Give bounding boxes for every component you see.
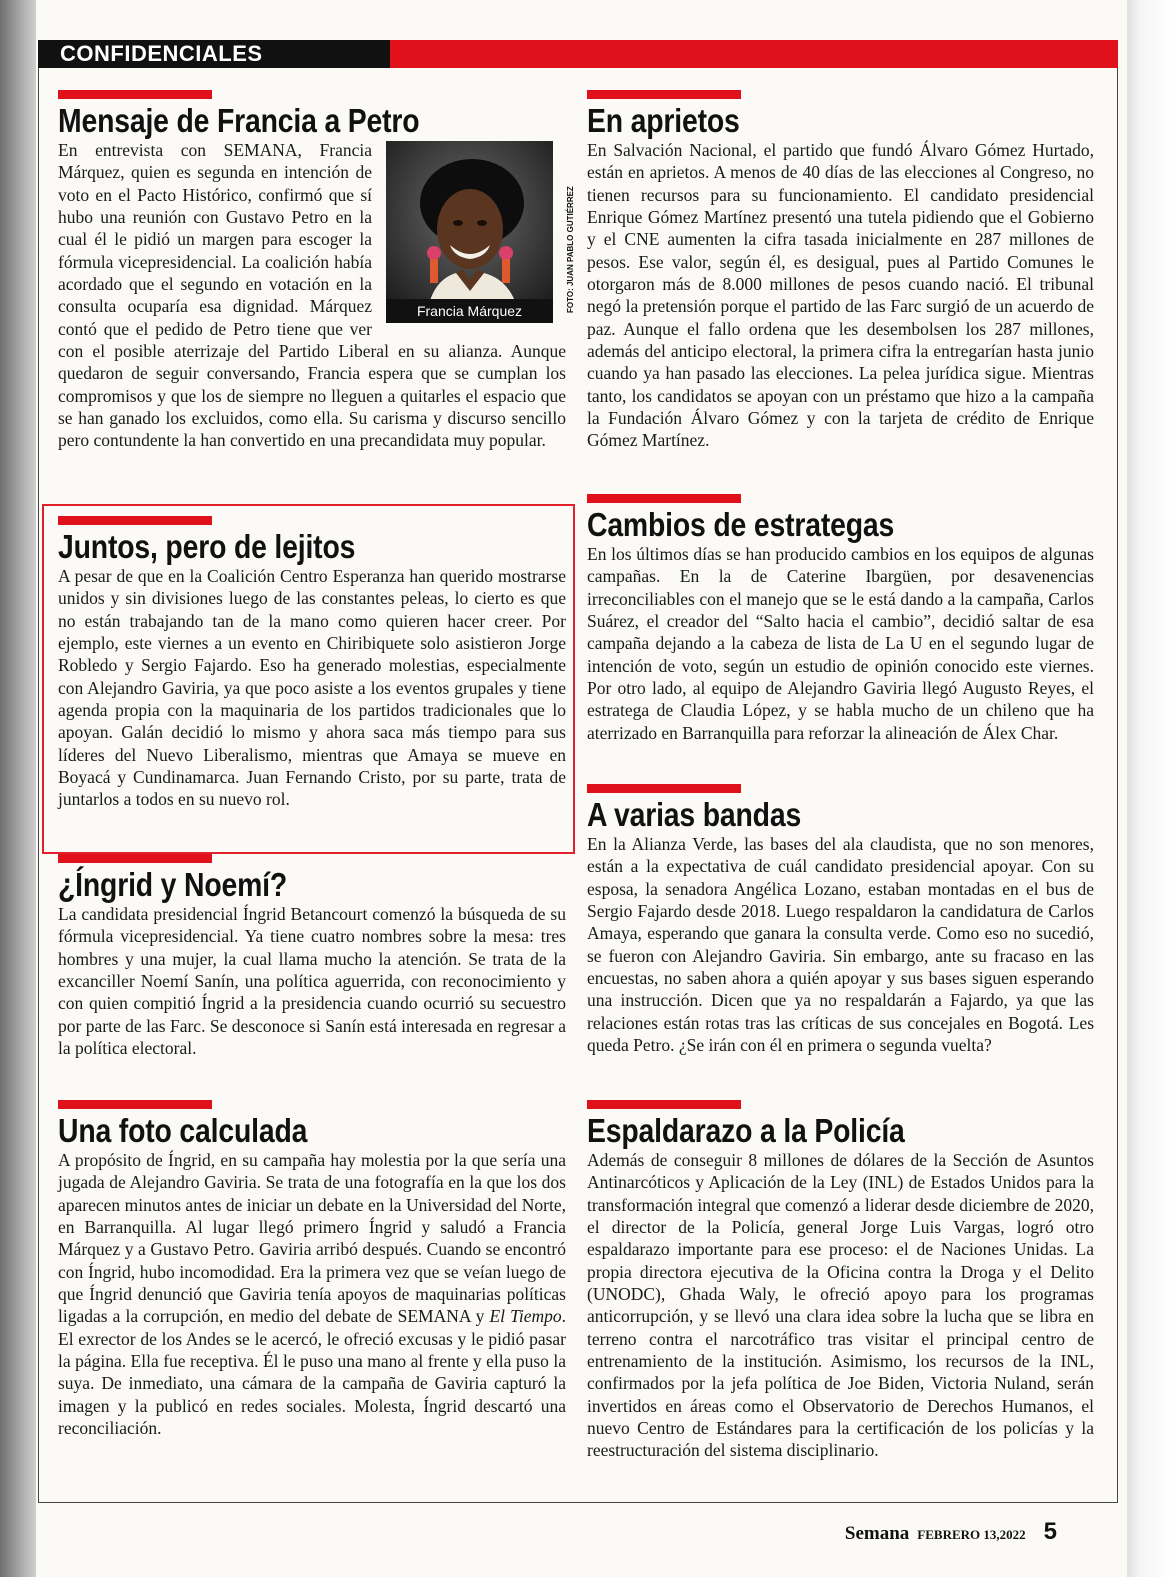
- article-red-rule: [58, 1100, 212, 1109]
- article-red-rule: [58, 854, 212, 863]
- article-cambios-estrategas: [587, 494, 1094, 744]
- footer-brand: Semana: [844, 1523, 910, 1544]
- article-espaldarazo-policia: [587, 1100, 1094, 1462]
- article-headline: ¿Íngrid y Noemí?: [58, 866, 288, 903]
- article-paragraph: A pesar de que en la Coalición Centro Esperanza han querido mostrarse unidos y sin divisiones luego de las constantes peleas, lo cierto es que no están trabajando tan de la mano como quieren hacer creer. Por ejemplo, este viernes a un evento en Chiribiquete solo asistieron Jorge Robledo y Sergio Fajardo. Eso ha generado molestias, especialmente con Alejandro Gaviria, ya que poco asiste a los eventos grupales y tiene agenda propia con la maquinaria de los partidos tradicionales que lo apoyan. Galán decidió lo mismo y ahora saca más tiempo para sus líderes del Nuevo Liberalismo, mientras que Amaya se mueve en Boyacá y Cundinamarca. Juan Fernando Cristo, por su parte, trata de juntarlos a todos en su nuevo rol.: [58, 566, 566, 810]
- article-ingrid-noemi: [58, 854, 566, 1059]
- article-red-rule: [587, 494, 741, 503]
- page-number: 5: [1043, 1518, 1057, 1545]
- article-headline: Cambios de estrategas: [587, 506, 895, 543]
- article-red-rule: [587, 1100, 741, 1109]
- article-body: [58, 139, 575, 452]
- article-en-aprietos: [587, 90, 1094, 452]
- section-title: CONFIDENCIALES: [60, 41, 263, 66]
- article-body: [58, 1149, 566, 1439]
- photo-credit: FOTO: JUAN PABLO GUTIÉRREZ: [566, 186, 575, 313]
- footer-date: FEBRERO 13,2022: [917, 1527, 1026, 1542]
- section-header-red: [390, 40, 1118, 68]
- article-body: [587, 833, 1094, 1056]
- article-paragraph: En Salvación Nacional, el partido que fundó Álvaro Gómez Hurtado, están en aprietos. A menos de 40 días de las elecciones al Congreso, no tienen recursos para su funcionamiento. El candidato presidencial Enrique Gómez Martínez presentó una tutela pidiendo que el Gobierno y el CNE aumenten la cifra tasada inicialmente en 287 millones de pesos. Ese valor, según él, es desigual, pues al Partido Comunes le otorgaron más de 8.000 millones de pesos cuando nació. El tribunal negó la pretensión porque el partido de las Farc surgió de un acuerdo de paz. Aunque el fallo ordena que les desembolsen los 287 millones, además del anticipo electoral, la primera cifra la entregarían hasta junio cuando ya han pasado las elecciones. La pelea jurídica sigue. Mientras tanto, los candidatos se apoyan con un préstamo que hizo a la campaña la Fundación Álvaro Gómez y con la tarjeta de crédito de Enrique Gómez Martínez.: [587, 140, 1094, 451]
- article-red-rule: [58, 90, 212, 99]
- article-red-rule: [587, 90, 741, 99]
- article-paragraph: En entrevista con SEMANA, Francia Márquez, quien es segunda en intención de voto en el Pacto Histórico, confirmó que sí hubo una reunión con Gustavo Petro en la cual él le pidió un margen para escoger la fórmula vicepresidencial. La coalición había acordado que el segundo en votación en la consulta ocuparía esa dignidad. Márquez contó que el pedido de Petro tiene que ver con el posible aterrizaje del Partido Liberal en su alianza. Aunque quedaron de seguir conversando, Francia espera que se cumplan los compromisos y que los de siempre no lleguen a quitarles el espacio que se han ganado los excluidos, como ella. Su carisma y discurso sencillo pero contundente la han convertido en una precandidata muy popular.: [58, 140, 566, 451]
- page-edge-right: [1127, 0, 1171, 1577]
- article-headline: A varias bandas: [587, 796, 802, 833]
- article-headline: En aprietos: [587, 102, 740, 139]
- photo-caption: Francia Márquez: [386, 299, 553, 323]
- page-gutter-shadow: [0, 0, 36, 1577]
- article-paragraph: A propósito de Íngrid, en su campaña hay molestia por la que sería una jugada de Alejandro Gaviria. Se trata de una fotografía en la que los dos aparecen minutos antes de iniciar un debate en la Universidad del Norte, en Barranquilla. Al lugar llegó primero Íngrid y saludó a Francia Márquez y a Gustavo Petro. Gaviria arribó después. Cuando se encontró con Íngrid, hubo incomodidad. Era la primera vez que se veían luego de que Íngrid denunció que Gaviria tenía apoyos de maquinarias políticas ligadas a la corrupción, en medio del debate de SEMANA y El Tiempo. El exrector de los Andes se le acercó, le ofreció excusas y le pidió pasar la página. Ella fue receptiva. Él le puso una mano al frente y ella puso la suya. De inmediato, una cámara de la campaña de Gaviria capturó la imagen y la publicó en redes sociales. Molesta, Íngrid descartó una reconciliación.: [58, 1150, 566, 1439]
- article-red-rule: [587, 784, 741, 793]
- article-foto-calculada: [58, 1100, 566, 1439]
- highlight-box: [42, 504, 575, 854]
- article-body: [587, 543, 1094, 744]
- page-footer: [845, 1518, 1057, 1546]
- francia-marquez-photo: [386, 141, 575, 320]
- article-body: [587, 1149, 1094, 1462]
- article-headline: Mensaje de Francia a Petro: [58, 102, 420, 139]
- article-paragraph: Además de conseguir 8 millones de dólares de la Sección de Asuntos Antinarcóticos y Aplicación de la Ley (INL) de Estados Unidos para la transformación integral que comenzó a liderar desde diciembre de 2020, el director de la Policía, general Jorge Luis Vargas, logró otro espaldarazo importante para ese proceso: el de Naciones Unidas. La propia directora ejecutiva de la Oficina contra la Droga y el Delito (UNODC), Ghada Waly, le ofreció apoyo para los programas anticorrupción, y se llevó una clara idea sobre la lucha que se libra en terreno contra el narcotráfico tras visitar el principal centro de entrenamiento de la institución. Asimismo, los recursos de la INL, confirmados por la jefa política de Joe Biden, Victoria Nuland, serán invertidos en áreas como el Observatorio de Derechos Humanos, el nuevo Centro de Estándares para la certificación de los policías y la reestructuración del sistema disciplinario.: [587, 1150, 1094, 1461]
- article-body: [587, 139, 1094, 452]
- article-paragraph: En la Alianza Verde, las bases del ala claudista, que no son menores, están a la expectativa de cuál candidato presidencial apoyar. Con su esposa, la senadora Angélica Lozano, estaban montadas en el bus de Sergio Fajardo desde 2018. Luego respaldaron la candidatura de Carlos Amaya, esperando que ganara la consulta verde. Como eso no sucedió, se fueron con Alejandro Gaviria. Sin embargo, ante su fracaso en las encuestas, no saben ahora a quién apoyar y sus bases siguen esperando una instrucción. Dicen que ya no respaldarán a Fajardo, ya que las relaciones están rotas tras las críticas de sus concejales en Bogotá. Les queda Petro. ¿Se irán con él en primera o segunda vuelta?: [587, 834, 1094, 1056]
- article-paragraph: En los últimos días se han producido cambios en los equipos de algunas campañas. En la de Caterine Ibargüen, por desavenencias irreconciliables con el manejo que se le está dando a la campaña, Carlos Suárez, el creador del “Salto hacia el cambio”, decidió saltar de esa campaña dejando a la cabeza de lista de La U en el segundo lugar de intención de voto, según un estudio de opinión conocido este viernes. Por otro lado, al equipo de Alejandro Gaviria llegó Augusto Reyes, el estratega de Claudia López, y se habla mucho de un chileno que ha aterrizado en Barranquilla para reforzar la alineación de Álex Char.: [587, 544, 1094, 743]
- article-mensaje-francia: [58, 90, 575, 452]
- article-varias-bandas: [587, 784, 1094, 1056]
- article-headline: Una foto calculada: [58, 1112, 308, 1149]
- newspaper-title: El Tiempo: [489, 1306, 562, 1327]
- article-headline: Espaldarazo a la Policía: [587, 1112, 905, 1149]
- article-paragraph: La candidata presidencial Íngrid Betancourt comenzó la búsqueda de su fórmula vicepresidencial. Ya tiene cuatro nombres sobre la mesa: tres hombres y una mujer, la cual llama mucho la atención. Se trata de la excanciller Noemí Sanín, una política aguerrida, con reconocimiento y con quien compitió Íngrid a la presidencia cuando ocurrió su secuestro por parte de las Farc. Se desconoce si Sanín está interesada en regresar a la política electoral.: [58, 904, 566, 1059]
- portrait-illustration: [386, 141, 553, 320]
- section-header-bar: [38, 40, 1118, 68]
- article-headline: Juntos, pero de lejitos: [58, 528, 356, 565]
- article-body: [58, 903, 566, 1059]
